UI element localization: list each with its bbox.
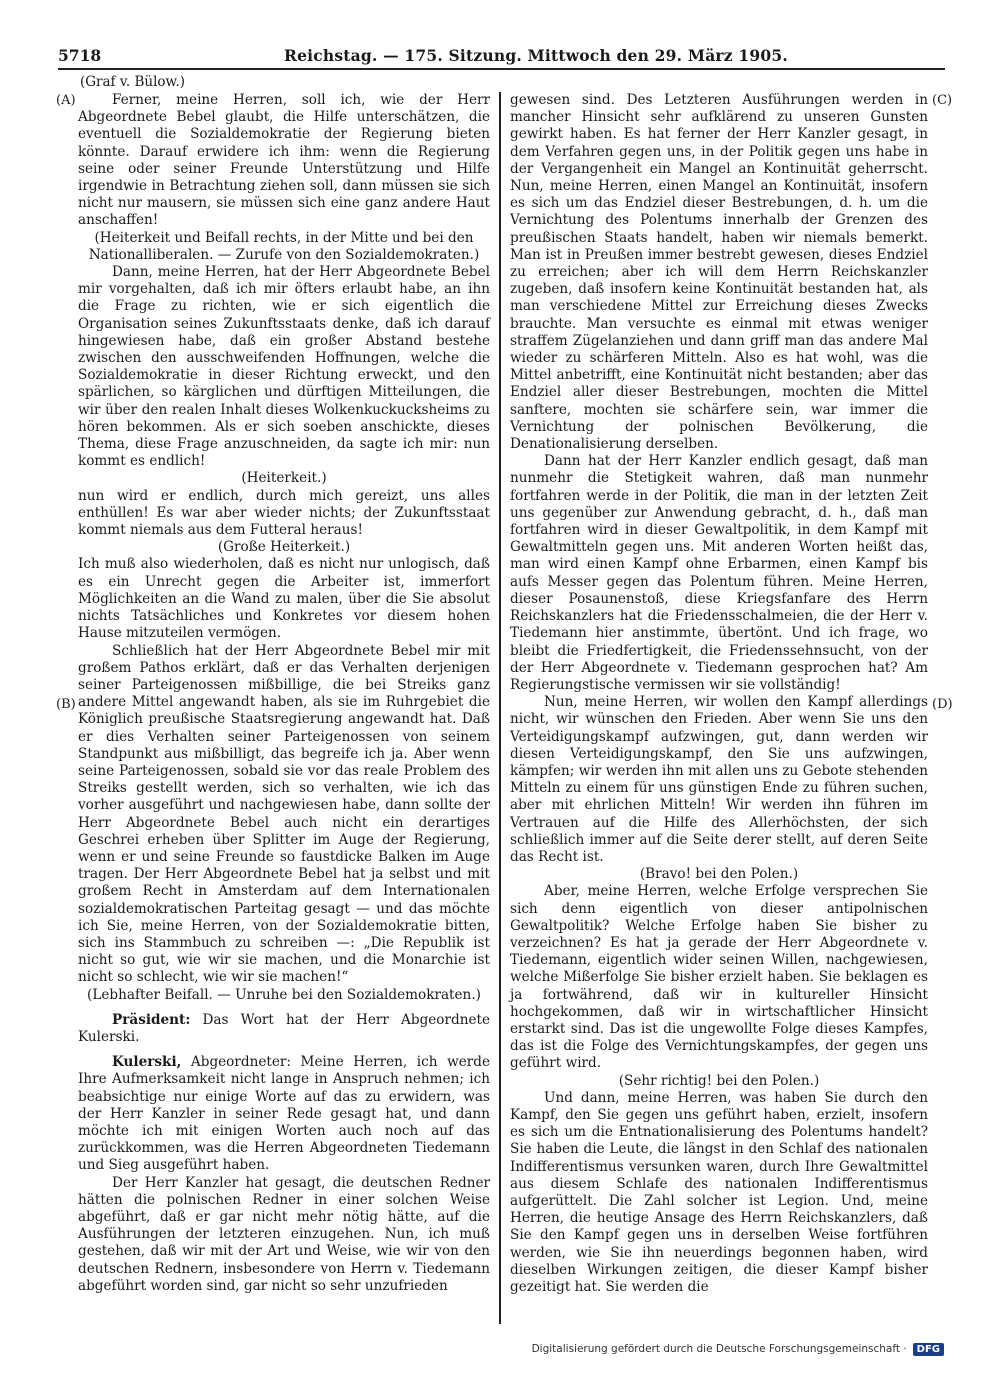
digitization-footer	[532, 1341, 944, 1357]
column-divider	[499, 92, 501, 1324]
right-column	[510, 92, 928, 1296]
paragraph-text: Das Wort hat der Herr Abgeordnete Kulerski.	[78, 1011, 491, 1045]
margin-marker-d: (D)	[932, 697, 953, 712]
footer-text: Digitalisierung gefördert durch die Deutsche Forschungsgemeinschaft ·	[531, 1343, 907, 1355]
kulerski-paragraph	[78, 1054, 490, 1174]
paragraph-text: Abgeordneter: Meine Herren, ich werde Ihre Aufmerksamkeit nicht lange in Anspruch nehmen; ich beabsichtige nur einige Worte auf das zu erwidern, was der Herr Kanzler in seiner Rede gesagt hat, und dann möchte ich mit einigen Worten auch noch auf das zurückkommen, was die Herren Abgeordneten Tiedemann und Sieg ausgeführt haben.	[78, 1054, 490, 1174]
running-title: Reichstag. — 175. Sitzung. Mittwoch den 29. März 1905.	[284, 46, 788, 65]
left-column	[78, 92, 490, 1295]
reaction: (Heiterkeit.)	[241, 470, 327, 487]
header-rule	[58, 68, 945, 70]
speaker-name: Präsident:	[112, 1011, 191, 1028]
reaction: (Heiterkeit und Beifall rechts, in der Mitte und bei den Nationalliberalen. — Zurufe von den Sozialdemokraten.)	[88, 229, 480, 263]
paragraph: nun wird er endlich, durch mich gereizt, uns alles enthüllen! Es war aber wieder nichts; der Zukunftsstaat kommt niemals aus dem Futteral heraus!	[78, 487, 490, 539]
paragraph: gewesen sind. Des Letzteren Ausführungen werden in mancher Hinsicht sehr aufklärend zu unseren Gunsten gewirkt haben. Es hat ferner der Herr Kanzler gesagt, in dem Verfahren gegen uns, in der Politik gegen uns habe in der Vergangenheit ein Mangel an Kontinuität geherrscht. Nun, meine Herren, einen Mangel an Kontinuität, insofern es sich um das Endziel dieser Bestrebungen, d. h. um die Vernichtung des Polentums innerhalb der Grenzen des preußischen Staats handelt, haben wir niemals bemerkt. Man ist in Preußen immer bestrebt gewesen, dieses Endziel zu erreichen; aber ich will dem Herrn Reichskanzler zugeben, daß insofern keine Kontinuität bestanden hat, als man verschiedene Mittel zur Erreichung dieses Zwecks brauchte. Man versuchte es einmal mit etwas weniger straffem Zügelanziehen und dann griff man das andere Mal wieder zu schärferen Mitteln. Also es hat wohl, was die Mittel anbetrifft, eine Kontinuität nicht bestanden; aber das Endziel aller dieser Bestrebungen, mochten die Mittel sanftere, mochten sie schärfere sein, war immer die Vernichtung der polnischen Bevölkerung, die Denationalisierung derselben.	[510, 92, 928, 453]
page-number: 5718	[58, 46, 102, 65]
paragraph: Dann, meine Herren, hat der Herr Abgeordnete Bebel mir vorgehalten, daß ich mir öfters erlaubt habe, an ihn die Frage zu richten, wie er sich eigentlich die Organisation seines Zukunftsstaats denke, daß ich darauf hingewiesen habe, daß ein großer Abstand bestehe zwischen den ausschweifenden Hoffnungen, welche die Sozialdemokratie in dieser Richtung erweckt, und den spärlichen, so kärglichen und dürftigen Mitteilungen, die wir über den realen Inhalt dieses Wolkenkuckucksheims zu hören bekommen. Als er sich soeben anschickte, dieses Thema, diese Frage anzuschneiden, da sagte ich mir: nun kommt es endlich!	[78, 264, 490, 470]
paragraph: Der Herr Kanzler hat gesagt, die deutschen Redner hätten die polnischen Redner in einer solchen Weise abgeführt, daß er gar nicht mehr nötig hätte, auf die Ausführungen der letzteren einzugehen. Nun, ich muß gestehen, daß wir mit der Art und Weise, wie wir von den deutschen Rednern, insbesondere von Herrn v. Tiedemann abgeführt worden sind, gar nicht so sehr unzufrieden	[78, 1174, 490, 1294]
dfg-logo: DFG	[913, 1343, 944, 1356]
paragraph: Dann hat der Herr Kanzler endlich gesagt, daß man nunmehr die Stetigkeit wahren, daß man nunmehr fortfahren werde in der Politik, die man in der letzten Zeit uns gegenüber zur Anwendung gebracht, d. h., daß man fortfahren wird in dieser Gewaltpolitik, in dem Kampf mit Gewaltmitteln gegen uns. Mit anderen Worten heißt das, man wird einen Kampf ohne Erbarmen, einen Kampf bis aufs Messer gegen das Polentum führen. Meine Herren, dieser Posaunenstoß, diese Kriegsfanfare des Herrn Reichskanzlers hat die Friedensschalmeien, die der Herr v. Tiedemann hier anstimmte, übertönt. Und ich frage, wo bleibt die Friedfertigkeit, die Friedenssehnsucht, von der der Herr Abgeordnete v. Tiedemann gesprochen hat? Am Regierungstische vermissen wir sie vollständig!	[510, 453, 928, 693]
reaction: (Bravo! bei den Polen.)	[639, 866, 799, 883]
page-header	[58, 46, 945, 68]
speaker-reference: (Graf v. Bülow.)	[80, 74, 186, 90]
margin-marker-c: (C)	[932, 93, 953, 108]
margin-marker-a: (A)	[56, 93, 76, 108]
reaction: (Lebhafter Beifall. — Unruhe bei den Sozialdemokraten.)	[87, 986, 481, 1003]
paragraph: Nun, meine Herren, wir wollen den Kampf allerdings nicht, wir wünschen den Frieden. Aber wenn Sie uns den Verteidigungskampf aufzwingen, gut, dann werden wir diesen Verteidigungskampf, den Sie uns aufzwingen, kämpfen; wir werden ihn mit allen uns zu Gebote stehenden Mitteln zu einem für uns günstigen Ende zu führen suchen, aber mit ehrlichen Mitteln! Wir werden ihn führen im Vertrauen auf die Hilfe des Allerhöchsten, der sich schließlich immer auf die Seite derer stellt, auf deren Seite das Recht ist.	[510, 694, 928, 865]
paragraph: Ich muß also wiederholen, daß es nicht nur unlogisch, daß es ein Unrecht gegen die Arbeiter ist, immerfort Möglichkeiten an die Wand zu malen, über die Sie absolut nichts Tatsächliches und Konkretes vor diesem hohen Hause mitzuteilen vermögen.	[78, 556, 490, 642]
reaction: (Große Heiterkeit.)	[217, 539, 351, 556]
paragraph: Schließlich hat der Herr Abgeordnete Bebel mir mit großem Pathos erklärt, daß er das Verhalten derjenigen seiner Parteigenossen mißbillige, die bei Streiks ganz andere Mittel angewandt haben, als sie im Ruhrgebiet die Königlich preußische Staatsregierung angewandt hat. Daß er dies Verhalten seiner Parteigenossen von seinem Standpunkt aus mißbilligt, das begreife ich ja. Aber wenn seine Parteigenossen, sobald sie vor das reale Problem des Streiks gestellt werden, sich so verhalten, wie ich das vorher ausgeführt und nachgewiesen habe, dann sollte der Herr Abgeordnete Bebel auch nicht ein derartiges Geschrei erheben über Splitter im Auge der Regierung, wenn er und seine Freunde so faustdicke Balken im Auge tragen. Der Herr Abgeordnete Bebel hat ja selbst und mit großem Recht in Amsterdam auf dem Internationalen sozialdemokratischen Parteitag gesagt — und das möchte ich Sie, meine Herren, von der Sozialdemokratie bitten, sich ins Stammbuch zu schreiben —: „Die Republik ist nicht so gut, wie wir sie machen, und die Monarchie ist nicht so schlecht, wie wir sie machen!“	[78, 642, 490, 986]
reaction: (Sehr richtig! bei den Polen.)	[618, 1072, 820, 1089]
president-paragraph	[78, 1012, 490, 1046]
paragraph: Und dann, meine Herren, was haben Sie durch den Kampf, den Sie gegen uns geführt haben, erzielt, insofern es sich um die Entnationalisierung des Polentums handelt? Sie haben die Leute, die längst in den Schlaf des nationalen Indifferentismus versunken waren, durch Ihre Gewaltmittel aus diesem Schlafe des nationalen Indifferentismus aufgerüttelt. Die Zahl solcher ist Legion. Und, meine Herren, die heutige Ansage des Herrn Reichskanzlers, daß Sie den Kampf gegen uns in derselben Weise fortführen werden, wie Sie ihn neuerdings begonnen haben, wird dieselben Wirkungen zeitigen, die dieser Kampf bisher gezeitigt hat. Sie werden die	[510, 1089, 928, 1296]
margin-marker-b: (B)	[56, 697, 76, 712]
paragraph: Ferner, meine Herren, soll ich, wie der Herr Abgeordnete Bebel glaubt, die Hilfe unterschätzen, die eventuell die Sozialdemokratie der Regierung bieten könnte. Darauf erwidere ich ihm: wenn die Regierung seine oder seiner Freunde Unterstützung und Hilfe irgendwie in Betrachtung ziehen soll, dann müssen sie sich nicht nur mausern, sie müssen sich eine ganz andere Haut anschaffen!	[78, 92, 490, 229]
speaker-name: Kulerski,	[112, 1054, 182, 1071]
paragraph: Aber, meine Herren, welche Erfolge versprechen Sie sich denn eigentlich von dieser antipolnischen Gewaltpolitik? Welche Erfolge haben Sie bisher zu verzeichnen? Es hat ja gerade der Herr Abgeordnete v. Tiedemann, eigentlich wider seinen Willen, nachgewiesen, welche Mißerfolge Sie bisher erzielt haben. Sie beklagen es ja fortwährend, daß wir in kultureller Hinsicht hochgekommen, daß wir in wirtschaftlicher Hinsicht erstarkt sind. Das ist die ungewollte Folge dieses Kampfes, das ist die Folge des Vernichtungskampfes, der gegen uns geführt wird.	[510, 883, 928, 1072]
